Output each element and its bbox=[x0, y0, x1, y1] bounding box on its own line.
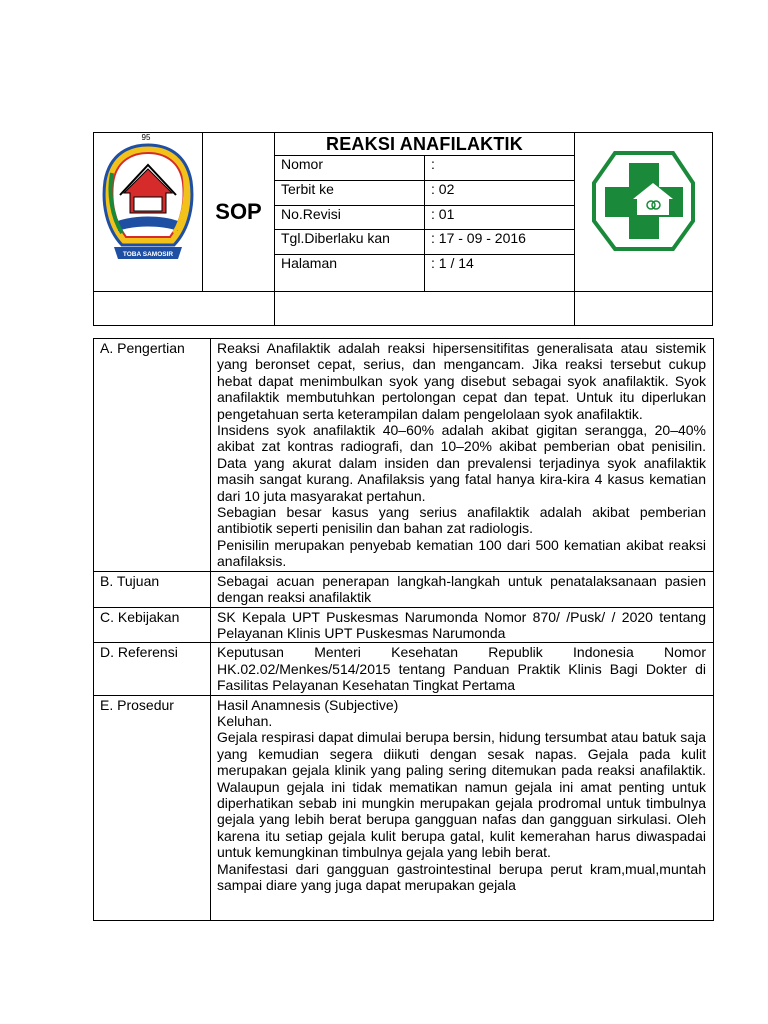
section-content bbox=[211, 607, 714, 643]
paragraph: Sebagai acuan penerapan langkah-langkah untuk penatalaksanaan pasien dengan reaksi anafilaktik bbox=[217, 572, 706, 606]
signature-cell bbox=[575, 292, 713, 326]
paragraph: Penisilin merupakan penyebab kematian 100 dari 500 kematian akibat reaksi anafilaksis. bbox=[217, 536, 706, 570]
section-content bbox=[211, 339, 714, 572]
paragraph: Reaksi Anafilaktik adalah reaksi hipersensitifitas generalisata atau sistemik yang beronset cepat, serius, dan mengancam. Jika reaksi tersebut cukup hebat dapat menimbulkan syok yang disebut sebagai syok anafilaktik. Syok anafilaktik membutuhkan pertolongan cepat dan tepat. Untuk itu diperlukan pengetahuan serta keterampilan dalam pengelolaan syok anafilaktik. bbox=[217, 340, 706, 422]
document-title: REAKSI ANAFILAKTIK bbox=[326, 133, 523, 154]
section-label: A. Pengertian bbox=[94, 339, 211, 572]
section-row bbox=[94, 607, 714, 643]
meta-label: Nomor bbox=[275, 156, 425, 181]
meta-value: : 1 / 14 bbox=[425, 255, 575, 292]
meta-label: Halaman bbox=[275, 255, 425, 292]
paragraph: Hasil Anamnesis (Subjective) bbox=[217, 696, 399, 713]
puskesmas-logo-cell bbox=[575, 133, 713, 292]
paragraph: Sebagian besar kasus yang serius anafilaktik adalah akibat pemberian antibiotik seperti penisilin dan bahan zat radiologis. bbox=[217, 504, 706, 537]
region-logo-cell bbox=[94, 133, 203, 292]
signature-row bbox=[94, 292, 713, 326]
meta-value: : 17 - 09 - 2016 bbox=[425, 230, 575, 255]
sop-content bbox=[93, 338, 714, 921]
meta-value: : 02 bbox=[425, 180, 575, 205]
section-label: B. Tujuan bbox=[94, 571, 211, 607]
region-logo-number: 95 bbox=[141, 133, 151, 142]
paragraph: Gejala respirasi dapat dimulai berupa bersin, hidung tersumbat atau batuk saja yang kemudian segera diikuti dengan sesak napas. Gejala pada kulit merupakan gejala klinik yang paling sering ditemukan pada reaksi anafilaktik. Walaupun gejala ini tidak mematikan namun gejala ini amat penting untuk diperhatikan sebab ini mungkin merupakan gejala prodromal untuk timbulnya gejala yang lebih berat berupa gangguan nafas dan gangguan sirkulasi. Oleh karena itu setiap gejala kulit berupa gatal, kulit kemerahan harus diwaspadai untuk kemungkinan timbulnya gejala yang lebih berat. bbox=[217, 729, 706, 861]
sop-header bbox=[93, 132, 713, 322]
sop-label-cell bbox=[203, 133, 275, 292]
puskesmas-logo-icon bbox=[575, 133, 712, 286]
meta-label: Tgl.Diberlaku kan bbox=[275, 230, 425, 255]
paragraph: Keluhan. bbox=[217, 712, 273, 729]
paragraph: SK Kepala UPT Puskesmas Narumonda Nomor 870/ /Pusk/ / 2020 tentang Pelayanan Klinis UPT Puskesmas Narumonda bbox=[217, 608, 706, 641]
section-label: C. Kebijakan bbox=[94, 607, 211, 643]
region-logo-caption: TOBA SAMOSIR bbox=[122, 251, 174, 258]
meta-label: No.Revisi bbox=[275, 205, 425, 230]
section-row bbox=[94, 571, 714, 607]
section-content bbox=[211, 571, 714, 607]
sop-label: SOP bbox=[215, 199, 262, 224]
signature-cell bbox=[275, 292, 575, 326]
paragraph: Manifestasi dari gangguan gastrointestinal berupa perut kram,mual,muntah sampai diare yang juga dapat merupakan gejala bbox=[217, 860, 706, 893]
meta-label: Terbit ke bbox=[275, 180, 425, 205]
paragraph: Insidens syok anafilaktik 40–60% adalah akibat gigitan serangga, 20–40% akibat zat kontras radiografi, dan 10–20% akibat pemberian obat penisilin. Data yang akurat dalam insiden dan prevalensi terjadinya syok anafilaktik masih sangat kurang. Anafilaksis yang fatal hanya kira-kira 4 kasus kematian dari 10 juta masyarakat pertahun. bbox=[217, 422, 706, 504]
paragraph: Keputusan Menteri Kesehatan Republik Indonesia Nomor HK.02.02/Menkes/514/2015 tentang Panduan Praktik Klinis Bagi Dokter di Fasilitas Pelayanan Kesehatan Tingkat Pertama bbox=[217, 644, 706, 694]
section-row bbox=[94, 695, 714, 920]
meta-value: : 01 bbox=[425, 205, 575, 230]
signature-cell bbox=[94, 292, 275, 326]
section-label: E. Prosedur bbox=[94, 695, 211, 920]
region-emblem-icon bbox=[94, 133, 202, 286]
title-cell bbox=[275, 133, 575, 156]
section-row bbox=[94, 643, 714, 695]
meta-value: : bbox=[425, 156, 575, 181]
section-content bbox=[211, 643, 714, 695]
section-row bbox=[94, 339, 714, 572]
section-label: D. Referensi bbox=[94, 643, 211, 695]
section-content bbox=[211, 695, 714, 920]
